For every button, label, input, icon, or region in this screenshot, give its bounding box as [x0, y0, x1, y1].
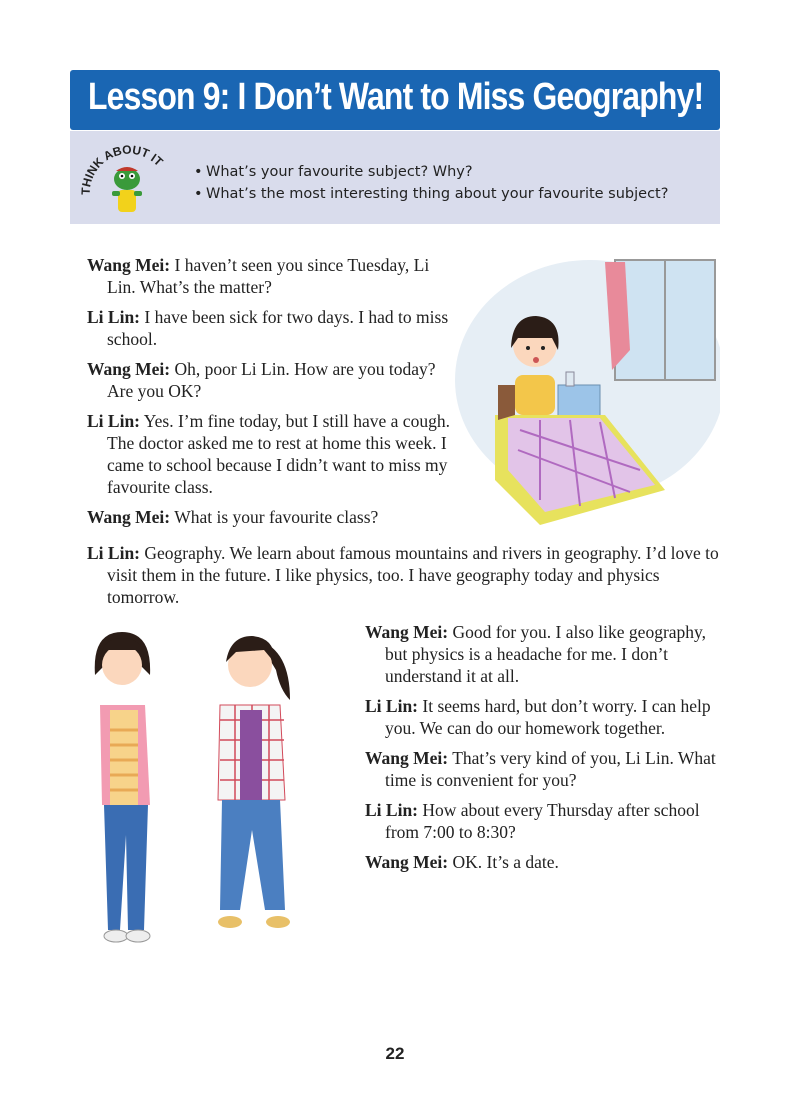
- speaker-name: Li Lin:: [87, 411, 141, 431]
- think-question: • What’s your favourite subject? Why?: [194, 164, 473, 180]
- speaker-name: Li Lin:: [87, 543, 141, 563]
- dialogue-line: [365, 799, 720, 843]
- line-text: How about every Thursday after school from 7:00 to 8:30?: [385, 800, 700, 842]
- two-girls-illustration: [80, 620, 330, 960]
- speaker-name: Li Lin:: [365, 696, 419, 716]
- dialogue-line: [87, 306, 452, 350]
- dialogue-line: [87, 410, 452, 498]
- line-text: What is your favourite class?: [174, 507, 379, 527]
- dialogue-block-2: [87, 542, 727, 616]
- lesson-title-bar: [70, 70, 720, 130]
- line-text: Geography. We learn about famous mountains and rivers in geography. I’d love to visit them in the future. I like physics, too. I have geography today and physics tomorrow.: [107, 543, 719, 607]
- speaker-name: Li Lin:: [365, 800, 419, 820]
- speaker-name: Wang Mei:: [365, 852, 449, 872]
- line-text: Good for you. I also like geography, but physics is a headache for me. I don’t understand it at all.: [385, 622, 707, 686]
- speaker-name: Wang Mei:: [87, 507, 171, 527]
- think-question: • What’s the most interesting thing about your favourite subject?: [194, 186, 669, 202]
- dialogue-line: [365, 621, 720, 687]
- speaker-name: Wang Mei:: [87, 255, 171, 275]
- line-text: Oh, poor Li Lin. How are you today? Are you OK?: [107, 359, 436, 401]
- line-text: That’s very kind of you, Li Lin. What time is convenient for you?: [385, 748, 716, 790]
- dialogue-line: [87, 506, 452, 528]
- think-about-it-box: [70, 131, 720, 224]
- speaker-name: Wang Mei:: [365, 622, 449, 642]
- speaker-name: Li Lin:: [87, 307, 141, 327]
- line-text: OK. It’s a date.: [452, 852, 559, 872]
- think-about-it-logo: [76, 135, 176, 221]
- dialogue-block-1: [87, 254, 452, 536]
- line-text: Yes. I’m fine today, but I still have a cough. The doctor asked me to rest at home this week. I came to school because I didn’t want to miss my favourite class.: [107, 411, 450, 497]
- sick-girl-in-bed-illustration: [440, 240, 720, 530]
- think-about-it-logo-text: THINK ABOUT IT: [78, 142, 166, 196]
- dialogue-line: [365, 851, 720, 873]
- dialogue-line: [87, 542, 727, 608]
- line-text: I haven’t seen you since Tuesday, Li Lin. What’s the matter?: [107, 255, 430, 297]
- line-text: It seems hard, but don’t worry. I can help you. We can do our homework together.: [385, 696, 711, 738]
- dialogue-line: [87, 254, 452, 298]
- speaker-name: Wang Mei:: [87, 359, 171, 379]
- speaker-name: Wang Mei:: [365, 748, 449, 768]
- think-questions: [194, 161, 668, 205]
- lesson-title: Lesson 9: I Don’t Want to Miss Geography!: [88, 76, 704, 118]
- dialogue-line: [87, 358, 452, 402]
- dialogue-line: [365, 747, 720, 791]
- page-number: 22: [385, 1044, 405, 1063]
- dialogue-block-3: [365, 621, 720, 881]
- line-text: I have been sick for two days. I had to miss school.: [107, 307, 449, 349]
- dialogue-line: [365, 695, 720, 739]
